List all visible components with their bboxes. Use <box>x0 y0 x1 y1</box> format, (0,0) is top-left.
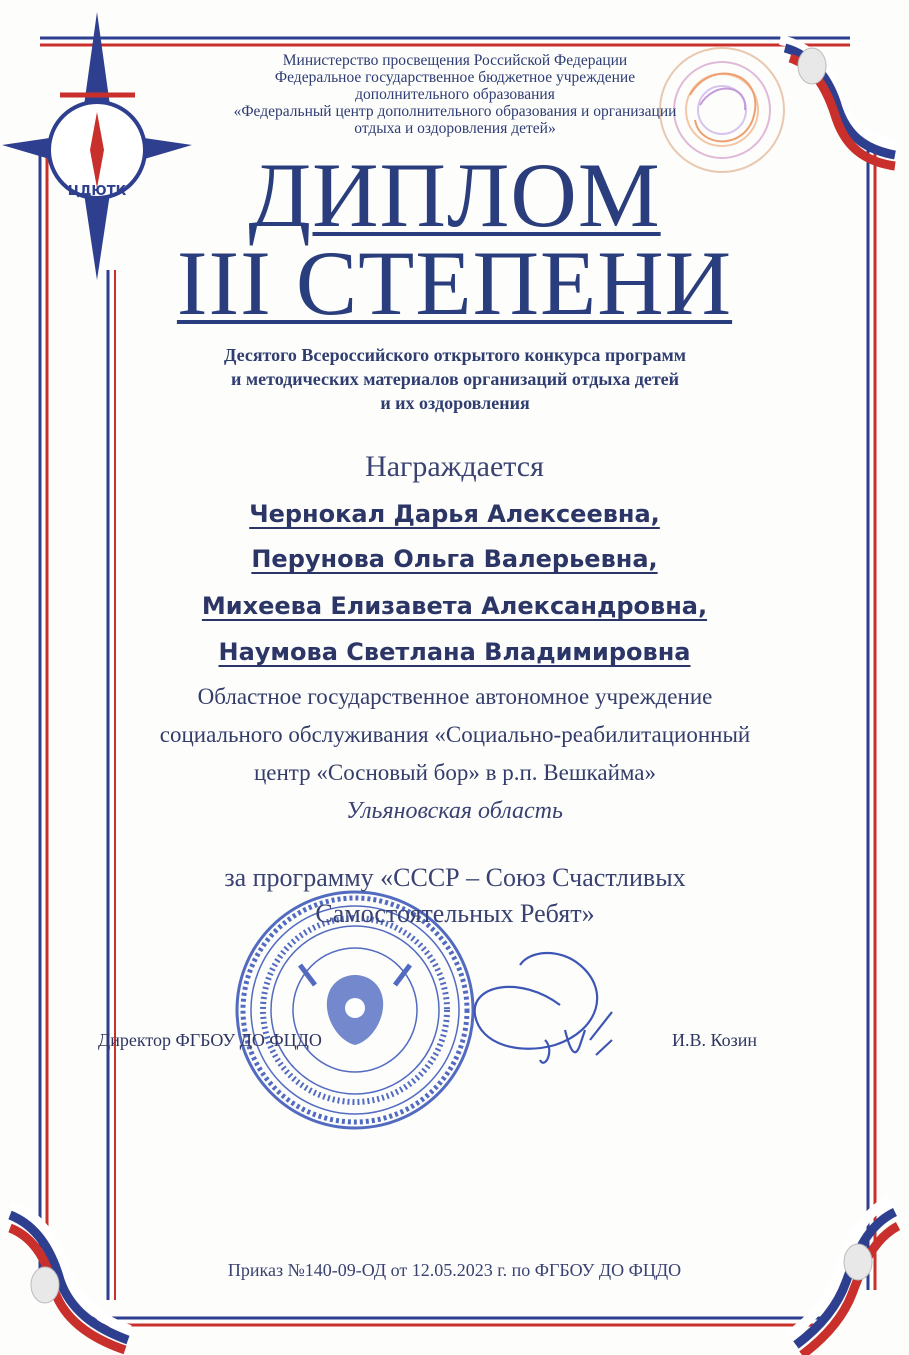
contest-description <box>150 343 760 415</box>
program-line: Самостоятельных Ребят» <box>315 899 595 928</box>
svg-text:ЦДЮТК: ЦДЮТК <box>67 184 127 199</box>
ribbon-top-right <box>780 40 895 166</box>
ministry-line: Министерство просвещения Российской Федерации <box>282 52 628 69</box>
order-reference: Приказ №140-09-ОД от 12.05.2023 г. по ФГБОУ ДО ФЦДО <box>227 1260 682 1280</box>
program-line: за программу «СССР – Союз Счастливых <box>224 863 686 892</box>
awardee-name: Наумова Светлана Владимировна <box>218 638 691 666</box>
ministry-line: отдыха и оздоровления детей» <box>354 120 556 137</box>
diploma-title: ДИПЛОМ <box>248 144 661 246</box>
director-name: И.В. Козин <box>672 1030 757 1050</box>
ministry-header <box>150 52 760 137</box>
ministry-line: Федеральное государственное бюджетное учреждение <box>274 69 636 86</box>
contest-line: Десятого Всероссийского открытого конкурса программ <box>224 345 686 365</box>
director-position: Директор ФГБОУ ДО ФЦДО <box>98 1030 322 1050</box>
diploma-degree: III СТЕПЕНИ <box>176 232 733 334</box>
contest-line: и методических материалов организаций отдыха детей <box>230 369 680 389</box>
organization-line: Областное государственное автономное учреждение <box>197 684 713 709</box>
organization-line: центр «Сосновый бор» в р.п. Вешкайма» <box>253 760 657 785</box>
organization <box>80 678 830 792</box>
organization-line: социального обслуживания «Социально-реабилитационный <box>159 722 751 747</box>
awarded-label: Награждается <box>365 450 544 483</box>
contest-line: и их оздоровления <box>380 393 530 413</box>
awardee-name: Михеева Елизавета Александровна, <box>201 592 708 620</box>
director-signature <box>475 953 612 1063</box>
ministry-line: дополнительного образования <box>355 86 555 103</box>
ministry-line: «Федеральный центр дополнительного образования и организации <box>233 103 677 120</box>
region: Ульяновская область <box>346 798 563 824</box>
awardee-name: Чернокал Дарья Алексеевна, <box>249 500 660 528</box>
program-title <box>100 860 810 932</box>
awardee-name: Перунова Ольга Валерьевна, <box>251 545 658 573</box>
